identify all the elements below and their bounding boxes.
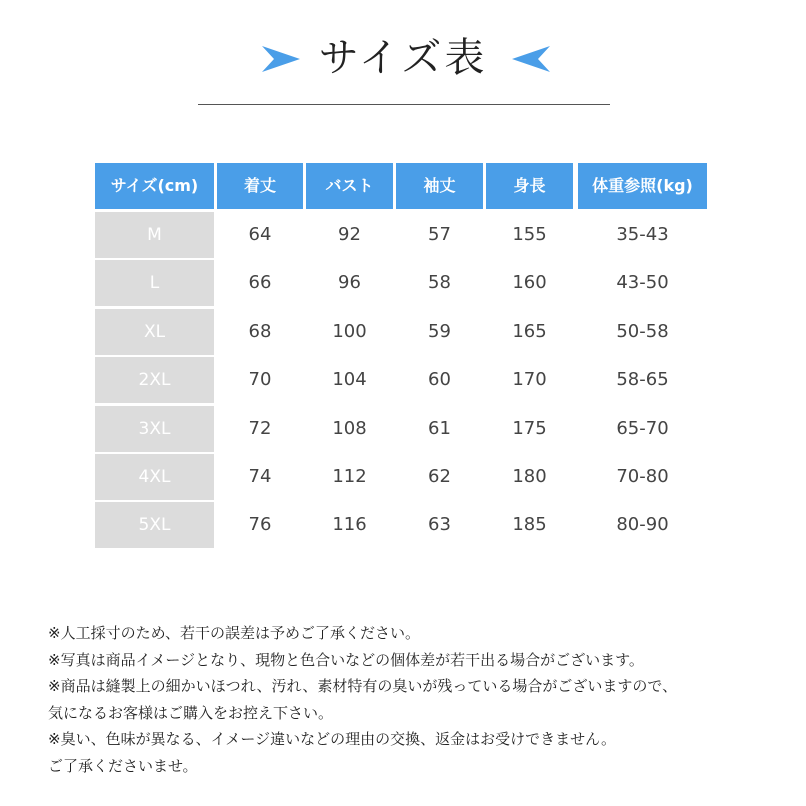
bust-value: 100 [332, 321, 367, 342]
chevron-left-icon [512, 44, 550, 74]
height-value: 180 [512, 466, 547, 487]
note-line: ※商品は縫製上の細かいほつれ、汚れ、素材特有の臭いが残っている場合がございますので、 [48, 677, 678, 695]
length-value: 66 [248, 272, 272, 293]
table-row [95, 502, 707, 548]
sleeve-value: 62 [428, 466, 451, 487]
weight-value: 35-43 [616, 224, 669, 245]
weight-value: 65-70 [616, 418, 669, 439]
length-value: 76 [248, 514, 272, 535]
sleeve-value: 63 [428, 514, 451, 535]
sleeve-value: 59 [428, 321, 451, 342]
size-label: 4XL [95, 454, 214, 500]
notes-section [48, 620, 788, 779]
height-value: 170 [512, 369, 547, 390]
table-row [95, 406, 707, 452]
sleeve-value: 58 [428, 272, 451, 293]
height-value: 155 [512, 224, 547, 245]
table-row [95, 454, 707, 500]
length-value: 74 [248, 466, 272, 487]
table-header-row [95, 163, 707, 209]
size-label: 5XL [95, 502, 214, 548]
weight-value: 50-58 [616, 321, 669, 342]
sleeve-value: 60 [428, 369, 451, 390]
height-value: 175 [512, 418, 547, 439]
height-value: 185 [512, 514, 547, 535]
weight-value: 70-80 [616, 466, 669, 487]
header-weight: 体重参照(kg) [578, 163, 707, 209]
height-value: 165 [512, 321, 547, 342]
table-row [95, 309, 707, 355]
size-label: 3XL [95, 406, 214, 452]
header-height: 身長 [486, 163, 573, 209]
note-line: ※人工採寸のため、若干の誤差は予めご了承ください。 [48, 624, 420, 642]
bust-value: 92 [338, 224, 361, 245]
bust-value: 112 [332, 466, 367, 487]
length-value: 64 [248, 224, 272, 245]
table-row [95, 212, 707, 258]
chevron-right-icon [262, 44, 300, 74]
title-underline [198, 104, 610, 105]
size-label: L [95, 260, 214, 306]
weight-value: 43-50 [616, 272, 669, 293]
length-value: 70 [248, 369, 272, 390]
bust-value: 96 [338, 272, 361, 293]
size-label: M [95, 212, 214, 258]
header-size: サイズ(cm) [95, 163, 214, 209]
weight-value: 80-90 [616, 514, 669, 535]
size-label: XL [95, 309, 214, 355]
weight-value: 58-65 [616, 369, 669, 390]
note-line: ご了承くださいませ。 [48, 756, 198, 775]
bust-value: 116 [332, 514, 367, 535]
bust-value: 104 [332, 369, 367, 390]
note-line: ※臭い、色味が異なる、イメージ違いなどの理由の交換、返金はお受けできません。 [48, 730, 617, 748]
header-bust: バスト [306, 163, 393, 209]
sleeve-value: 61 [428, 418, 451, 439]
bust-value: 108 [332, 418, 367, 439]
note-line: 気になるお客様はご購入をお控え下さい。 [48, 703, 334, 722]
title-area [0, 28, 806, 88]
sleeve-value: 57 [428, 224, 451, 245]
table-row [95, 260, 707, 306]
header-length: 着丈 [217, 163, 303, 209]
header-sleeve: 袖丈 [396, 163, 483, 209]
length-value: 68 [248, 321, 272, 342]
size-label: 2XL [95, 357, 214, 403]
length-value: 72 [248, 418, 272, 439]
height-value: 160 [512, 272, 547, 293]
note-line: ※写真は商品イメージとなり、現物と色合いなどの個体差が若干出る場合がございます。 [48, 650, 644, 669]
page-title: サイズ表 [318, 35, 488, 81]
table-row [95, 357, 707, 403]
